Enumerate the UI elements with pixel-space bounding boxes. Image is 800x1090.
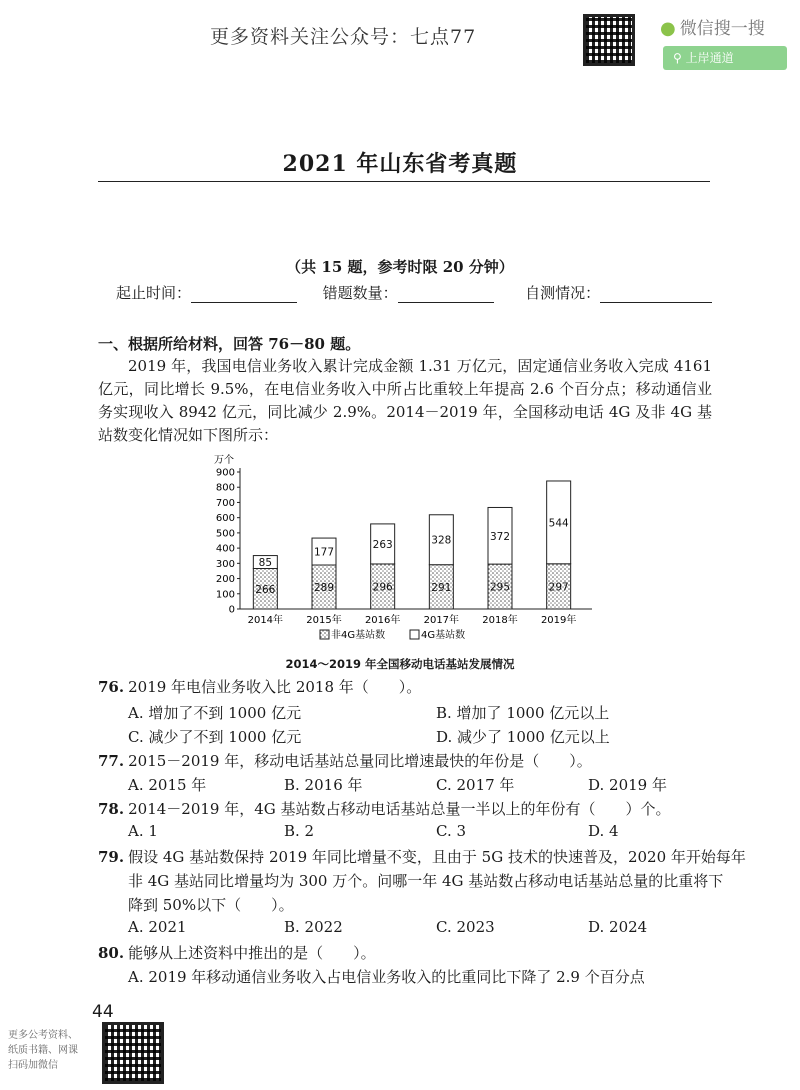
promo-line: 更多公考资料、	[8, 1030, 78, 1041]
data-label-4g: 544	[548, 517, 569, 530]
option-77-a[interactable]: A. 2015 年	[128, 776, 207, 794]
search-button-label: 上岸通道	[685, 51, 734, 65]
option-76-d[interactable]: D. 减少了 1000 亿元以上	[436, 728, 610, 746]
question-80	[98, 942, 376, 963]
question-stem: 2014－2019 年，4G 基站数占移动电话基站总量一半以上的年份有（ ）个。	[128, 800, 671, 818]
question-79-line-2: 非 4G 基站同比增量均为 300 万个。问哪一年 4G 基站数占移动电话基站总量的比重将下	[128, 872, 724, 890]
promo-line: 纸质书籍、网课	[8, 1045, 78, 1056]
y-tick-label: 500	[215, 528, 235, 540]
question-79	[98, 846, 746, 867]
option-77-c[interactable]: C. 2017 年	[436, 776, 515, 794]
y-tick-label: 200	[215, 574, 235, 586]
data-label-non-4g: 297	[548, 581, 569, 594]
question-79-line-3: 降到 50%以下（ ）。	[128, 896, 294, 914]
x-tick-label: 2014年	[247, 615, 284, 626]
title-divider	[98, 181, 710, 182]
data-label-4g: 263	[372, 538, 393, 551]
page-title: 2021 年山东省考真题	[282, 151, 518, 177]
self-check-row	[116, 282, 712, 303]
question-78	[98, 798, 671, 819]
qr-code	[583, 14, 635, 66]
y-tick-label: 600	[215, 513, 235, 525]
promo-line: 扫码加微信	[8, 1060, 58, 1071]
y-tick-label: 400	[215, 543, 235, 555]
data-label-non-4g: 289	[313, 582, 335, 595]
question-number: 79.	[98, 848, 125, 866]
promo-text	[8, 1028, 78, 1073]
qr-code-footer	[102, 1022, 164, 1084]
page-number: 44	[92, 1002, 114, 1022]
y-tick-label: 700	[215, 497, 235, 509]
option-78-b[interactable]: B. 2	[284, 822, 315, 840]
data-label-non-4g: 295	[489, 581, 511, 594]
section-heading: 一、根据所给材料，回答 76－80 题。	[98, 335, 361, 353]
option-77-b[interactable]: B. 2016 年	[284, 776, 363, 794]
start-time-label: 起止时间：	[116, 284, 192, 302]
option-78-a[interactable]: A. 1	[128, 822, 158, 840]
question-76	[98, 676, 421, 697]
data-label-non-4g: 296	[372, 581, 393, 594]
question-number: 77.	[98, 752, 125, 770]
top-banner: 更多资料关注公众号：七点77	[210, 26, 477, 48]
data-label-4g: 177	[313, 546, 335, 559]
legend-label-4g: 4G基站数	[421, 630, 466, 641]
data-label-4g: 372	[489, 530, 511, 543]
data-label-non-4g: 266	[255, 583, 276, 596]
option-77-d[interactable]: D. 2019 年	[588, 776, 667, 794]
option-78-d[interactable]: D. 4	[588, 822, 619, 840]
self-assessment-label: 自测情况：	[525, 284, 601, 302]
x-tick-label: 2016年	[364, 615, 401, 626]
option-79-a[interactable]: A. 2021	[128, 918, 187, 936]
y-axis-unit: 万个	[214, 455, 234, 466]
option-79-b[interactable]: B. 2022	[284, 918, 343, 936]
x-tick-label: 2017年	[423, 615, 460, 626]
search-button[interactable]	[663, 46, 787, 70]
y-tick-label: 800	[215, 482, 235, 494]
question-77	[98, 750, 592, 771]
material-paragraph: 2019 年，我国电信业务收入累计完成金额 1.31 万亿元，固定通信业务收入完成 4161 亿元，同比增长 9.5%，在电信业务收入中所占比重较上年提高 2.6 个百分点；移动通信业务实现收入 8942 亿元，同比减少 2.9%。2014－2019 年，全国移动电话 4G 及非 4G 基站数变化情况如下图所示：	[98, 357, 712, 444]
question-stem: 2015－2019 年，移动电话基站总量同比增速最快的年份是（ ）。	[128, 752, 592, 770]
wechat-icon: ●	[660, 18, 676, 39]
data-label-non-4g: 291	[431, 581, 452, 594]
x-tick-label: 2018年	[482, 615, 518, 626]
legend-swatch-4g	[410, 630, 419, 639]
question-stem: 2019 年电信业务收入比 2018 年（ ）。	[128, 678, 422, 696]
wechat-brand-label: 微信搜一搜	[679, 19, 765, 39]
option-76-a[interactable]: A. 增加了不到 1000 亿元	[128, 704, 302, 722]
question-stem: 能够从上述资料中推出的是（ ）。	[128, 944, 376, 962]
search-icon: ⚲	[673, 51, 686, 65]
x-tick-label: 2015年	[306, 615, 342, 626]
y-tick-label: 0	[228, 604, 235, 616]
option-78-c[interactable]: C. 3	[436, 822, 467, 840]
y-tick-label: 100	[215, 589, 235, 601]
option-79-c[interactable]: C. 2023	[436, 918, 495, 936]
question-number: 76.	[98, 678, 125, 696]
option-76-c[interactable]: C. 减少了不到 1000 亿元	[128, 728, 302, 746]
x-tick-label: 2019年	[540, 615, 577, 626]
option-79-d[interactable]: D. 2024	[588, 918, 648, 936]
legend-swatch-non-4g	[320, 630, 329, 639]
data-label-4g: 328	[431, 534, 452, 547]
start-time-field[interactable]	[191, 287, 297, 303]
wechat-search-brand	[660, 14, 765, 39]
chart-caption: 2014～2019 年全国移动电话基站发展情况	[285, 657, 515, 671]
y-tick-label: 300	[215, 558, 235, 570]
self-assessment-field[interactable]	[600, 287, 712, 303]
subtitle: （共 15 题，参考时限 20 分钟）	[286, 258, 514, 276]
legend-label-non-4g: 非4G基站数	[331, 630, 386, 641]
option-80-a[interactable]: A. 2019 年移动通信业务收入占电信业务收入的比重同比下降了 2.9 个百分点	[128, 968, 645, 986]
stacked-bar-chart	[200, 452, 600, 652]
option-76-b[interactable]: B. 增加了 1000 亿元以上	[436, 704, 610, 722]
data-label-4g: 85	[258, 557, 273, 570]
question-number: 78.	[98, 800, 125, 818]
y-tick-label: 900	[215, 467, 235, 479]
question-stem-line: 假设 4G 基站数保持 2019 年同比增量不变，且由于 5G 技术的快速普及，2020 年开始每年	[128, 848, 746, 866]
error-count-label: 错题数量：	[322, 284, 398, 302]
question-number: 80.	[98, 944, 125, 962]
error-count-field[interactable]	[398, 287, 494, 303]
